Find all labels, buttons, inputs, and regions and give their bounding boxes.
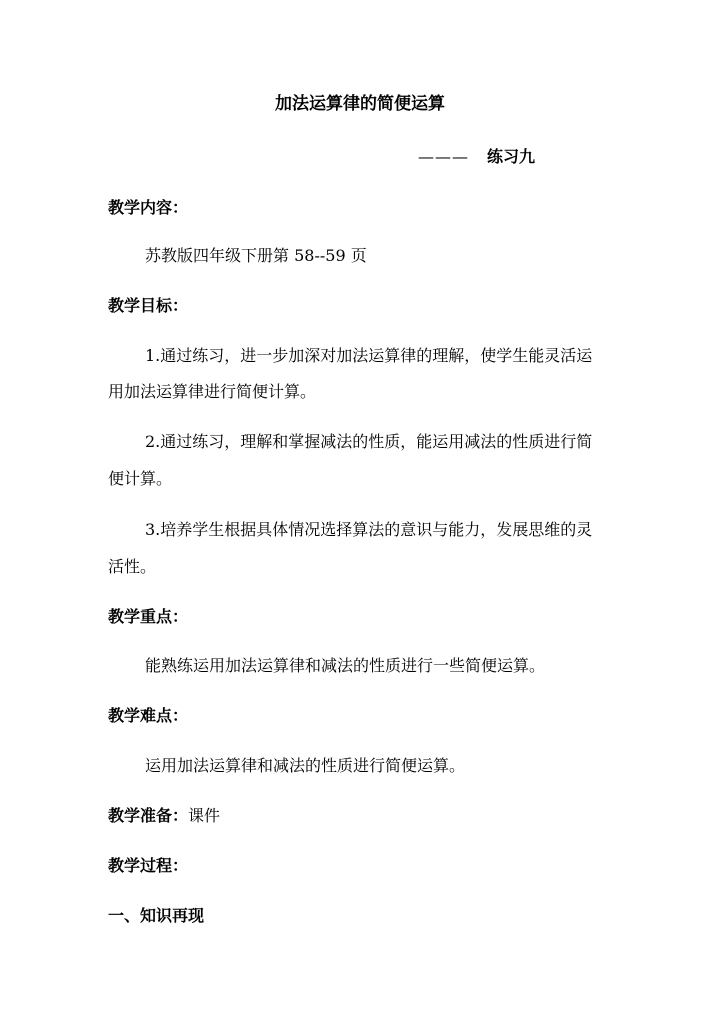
difficulty-heading: 教学难点： — [108, 706, 189, 725]
document-subtitle — [418, 147, 535, 167]
goal-1-line-2: 用加法运算律进行简便计算。 — [108, 382, 317, 401]
goals-heading: 教学目标： — [108, 296, 189, 315]
process-heading: 教学过程： — [108, 856, 189, 875]
key-point-heading: 教学重点： — [108, 607, 189, 626]
subtitle-dash: ——— — [418, 147, 469, 166]
subtitle-text: 练习九 — [487, 147, 536, 166]
goal-3-line-2: 活性。 — [108, 557, 157, 576]
goal-2-line-1: 2.通过练习，理解和掌握减法的性质，能运用减法的性质进行简 — [145, 432, 593, 451]
difficulty-text: 运用加法运算律和减法的性质进行简便运算。 — [145, 756, 466, 775]
part-1-heading: 一、知识再现 — [108, 906, 205, 925]
goal-1-line-1: 1.通过练习，进一步加深对加法运算律的理解，使学生能灵活运 — [145, 346, 593, 365]
preparation-text: 课件 — [188, 806, 221, 825]
key-point-text: 能熟练运用加法运算律和减法的性质进行一些简便运算。 — [145, 656, 546, 675]
content-text: 苏教版四年级下册第 58--59 页 — [145, 246, 367, 265]
document-title: 加法运算律的简便运算 — [275, 94, 445, 114]
content-heading: 教学内容： — [108, 198, 189, 217]
preparation-heading: 教学准备： — [108, 806, 189, 825]
preparation-line — [108, 806, 220, 826]
goal-2-line-2: 便计算。 — [108, 469, 173, 488]
goal-3-line-1: 3.培养学生根据具体情况选择算法的意识与能力，发展思维的灵 — [145, 520, 593, 539]
